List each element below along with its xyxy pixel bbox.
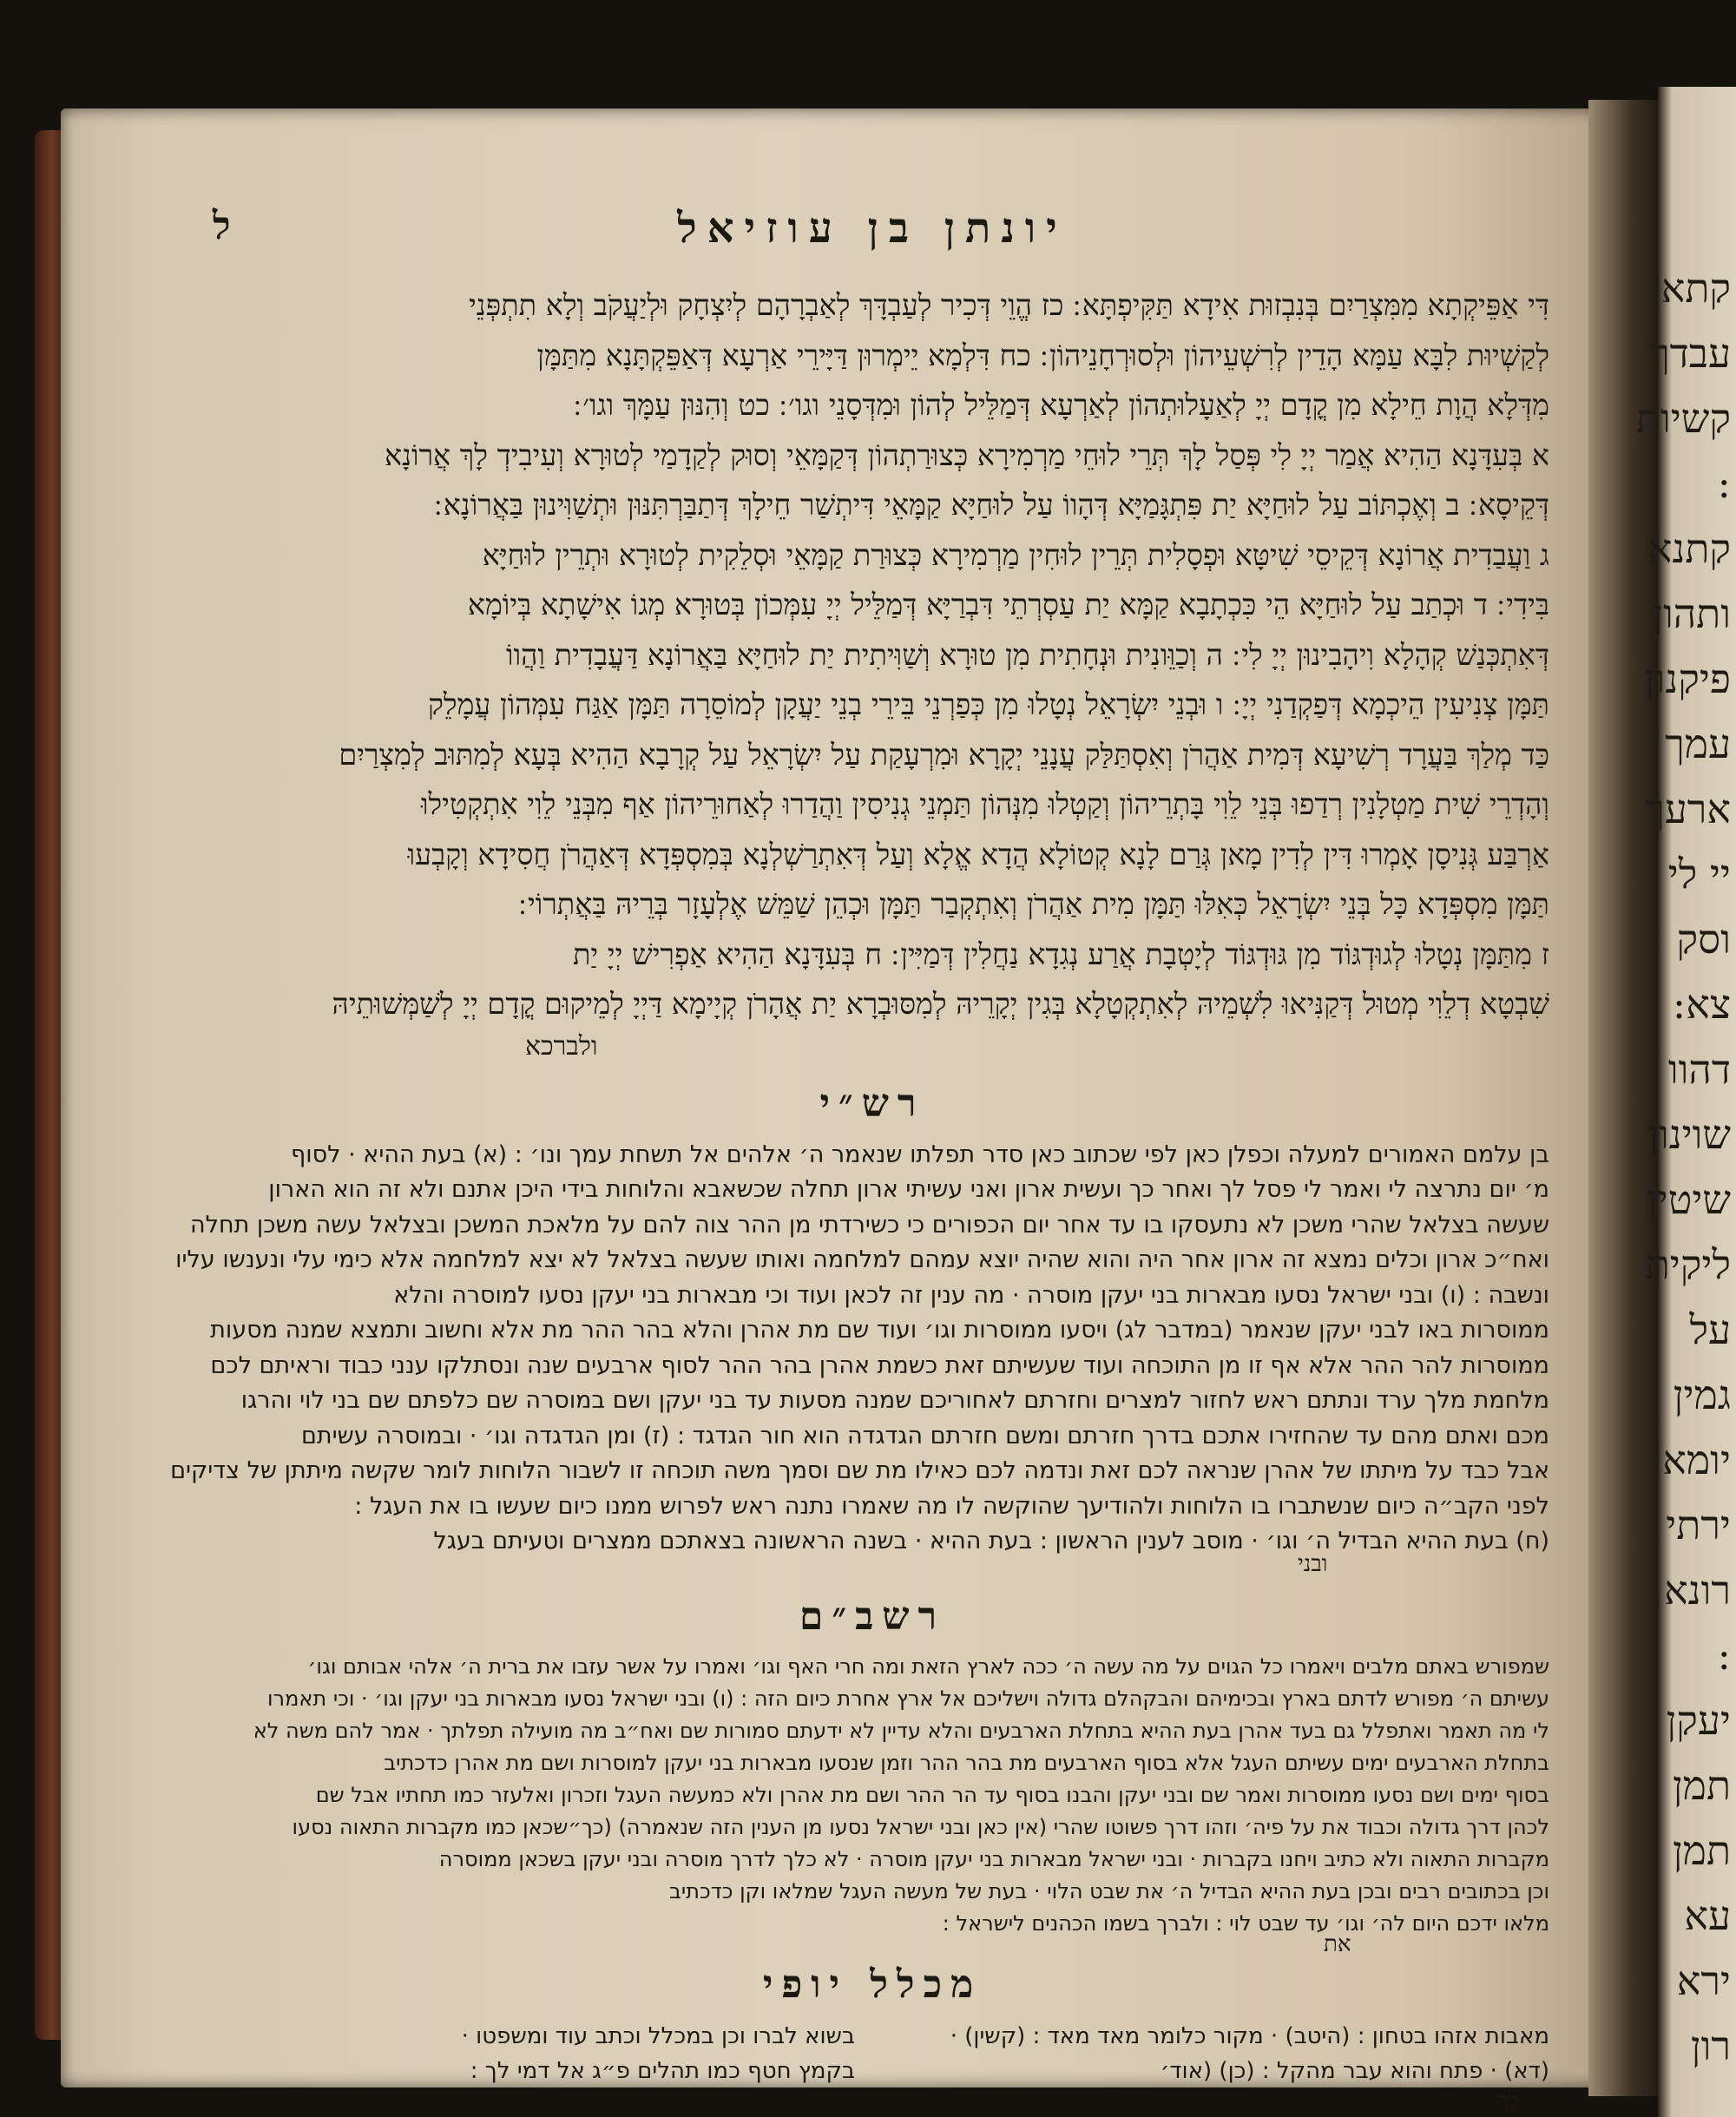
text-line: דְּקֵיסָא ׃ ב וְאֶכְתּוֹב עַל לוּחַיָּא יַת פִּתְגָּמַיָּא דְּהָווֹ עַל לוּחַיָּא קַמָּאֵי דִּיתְשַׁר חֵילָךְ דְּתַבַּרְתִּנּוּן וּתְשַׁוִּינוּן בַּאֲרוֹנָא ׃ [434, 488, 1549, 522]
folio-number: ל [213, 204, 231, 248]
text-fragment: גמין [1673, 1371, 1731, 1418]
commentary-line: שמפורש באתם מלבים ויאמרו כל הגוים על מה עשה ה׳ ככה לארץ הזאת ומה חרי האף וגו׳ ואמרו על אשר עזבו את ברית ה׳ אלהי אבותם וגו׳ [307, 1653, 1549, 1679]
commentary-line: מלחמת מלך ערד ונתתם ראש לחזור למצרים וחזרתם לאחוריכם שמנה מסעות עד בני יעקן ושם במוסרה שם כלפתם שם בני לוי והרגו [240, 1387, 1549, 1414]
text-line: דְּאִתְכְּנַשׁ קְהָלָא וִיהָבִינוּן יְיָ לִי ׃ ה וְכַוֵּונִית וּנְחָתִית מִן טוּרָא וְשַׁוִּיתִית יַת לוּחַיָּא בַּאֲרוֹנָא דַּעֲבָדִית וַהֲווֹ [506, 637, 1549, 672]
text-fragment: צא: [1672, 981, 1731, 1028]
text-line: תַּמָּן מִסְפְּדָא כָּל בְּנֵי יִשְׂרָאֵל כְּאִלּוּ תַּמָּן מִית אַהֲרֹן וְאִתְקְבַר תַּמָּן וּכְהֵן שַׁמֵּשׁ אֶלְעָזָר בְּרֵיהּ בַּאֲתְרוֹי ׃ [518, 887, 1549, 921]
commentary-line: מאבות אזהו בטחון : (היטב) · מקור כלומר מאד מאד : (קשין) · [950, 2022, 1549, 2049]
text-line: שִׁבְטָא דְלֵוִי מְטוּל דְּקַנִּיאוּ לִשְׁמֵיהּ לְאִתְקְטָלָא בְּגִין יְקָרֵיהּ לְמִסּוּבְרָא יַת אֲהָרֹן קְיָימָא דַּיְיָ לְמֵיקוּם קֳדָם יְיָ לְשַׁמְּשׁוּתֵיהּ [332, 987, 1549, 1021]
running-header [195, 204, 1549, 273]
text-fragment: תמן [1672, 1762, 1731, 1809]
text-fragment: יומא [1662, 1437, 1731, 1483]
commentary-line: בסוף ימים ושם נסעו ממוסרות ואמר שם ובני יעקן והבנו בסוף עד הר ההר ושם מת אהרן ולא כמעשה העגל וזכרון ואלעזר כמו תחתיו אבל שם [315, 1782, 1549, 1807]
text-fragment: קתא [1660, 265, 1731, 312]
commentary-line: בתחלת הארבעים ימים עשיתם העגל אלא בסוף הארבעים מת בהר ההר וזמן שנסעו מבארות בני יעקן למוסרות ושם מת אהרן כדכתיב [384, 1750, 1549, 1775]
commentary-line: לי מה תאמר ואתפלל גם בעד אהרן בעת ההיא בתחלת הארבעים והלא עדיין לא ידעתם סמורות שם ואח״ב מה מועילה תפלתך · אמר להם משה לא [253, 1718, 1549, 1743]
text-fragment: על [1689, 1306, 1731, 1353]
text-fragment: וסק [1676, 916, 1731, 963]
text-fragment: רונא [1664, 1567, 1731, 1614]
text-line: ג וַעֲבַדִית אֲרוֹנָא דְּקֵיסֵי שִׁיטָּא וּפְסָלִית תְּרֵין לוּחִין מַרְמִירָא כְּצוּרַת קַמָּאֵי וּסְלֵקִית לְטוּרָא וּתְרֵין לוּחַיָּא [482, 537, 1549, 572]
commentary-line: ואח״כ ארון וכלים נמצא זה ארון אחר היה והוא שהיה יוצא עמהם למלחמה ואותו שעשה בצלאל לא יצא למלחמה אלא כימי עלי ונענשו עליו [175, 1246, 1549, 1273]
michlol-yofi-commentary [195, 2019, 1549, 2088]
commentary-line: בשוא לברו וכן במכלל וכתב עוד ומשפטו · [461, 2022, 855, 2049]
rashi-catchword: ובני [1298, 1550, 1328, 1577]
commentary-line: לפני הקב״ה כיום שנשתברו בו הלוחות ולהודיעך שהוקשה לו מה שאמרו נתנה ראש לפרוש ממנו כיום שעשו בו את העגל : [354, 1492, 1549, 1520]
page-title: יונתן בן עוזיאל [677, 204, 1068, 253]
text-line: דִּי אַפֵּיקְתָא מִמִּצְרַיִם בְּנִבְזוּת אִידָא תַּקִּיפְתָּא ׃ כז הֱוֵי דְּכִיר לְעַבְדָּךְ לְאַבְרָהָם לְיִצְחָק וּלְיַעֲקֹב וְלָא תִתְפְּנֵי [469, 288, 1549, 322]
text-fragment: דהוו [1667, 1046, 1731, 1093]
text-line: תַּמָּן צְנִיעִין הֵיכְמָא דְּפַקְדַנִי יְיָ ׃ ו וּבְנֵי יִשְׂרָאֵל נְטָלוּ מִן כְּפַרְנֵי בֵּירֵי בְנֵי יַעֲקָן לְמוֹסֵרָה תַּמָּן אַגַּח עִמְּהוֹן עֲמָלֵק [427, 687, 1549, 721]
commentary-line: ממוסרות באו לבני יעקן שנאמר (במדבר לג) ויסעו ממוסרות וגו׳ ועוד שם מת אהרן והלא בהר ההר מת אלא וחשוב ותמצא שמנה מסעות [210, 1317, 1549, 1344]
commentary-line: (ח) בעת ההיא הבדיל ה׳ וגו׳ · מוסב לענין הראשון : בעת ההיא · בשנה הראשונה בצאתכם ממצרים וטעיתם בעגל [433, 1528, 1549, 1555]
rashi-title: רש״י [819, 1081, 925, 1126]
text-line: מִדְּלָא הֲוָת חֵילָא מִן קֳדָם יְיָ לְאַעָלוּתְהוֹן לְאַרְעָא דְּמַלֵּיל לְהוֹן וּמִדְּסָנֵי וגו׳ ׃ כט וְהִנּוּן עַמָּךְ וגו׳ ׃ [573, 388, 1549, 422]
text-fragment: עא [1684, 1892, 1731, 1939]
commentary-line: אבל כבד על מיתתו של אהרן שנראה לכם זאת ונדמה לכם כאילו מת שם וסמך משה תוכחה זו לשבור הלוחות לומר שקשה מיתתן של צדיקים [170, 1457, 1549, 1484]
commentary-line: וכן בכתובים רבים ובכן בעת ההיא הבדיל ה׳ את שבט הלוי · בעת של מעשה העגל שמלאו וקן כדכתיב [668, 1878, 1549, 1903]
text-fragment: קתנא [1647, 525, 1731, 572]
page-content [170, 204, 1549, 2114]
text-fragment: עבדך [1650, 330, 1731, 377]
commentary-line: מ׳ יום נתרצה לי ואמר לי פסל לך ואחר כך ועשית ארון ואני עשיתי ארון תחלה שכשאבא והלוחות בידי היכן אתנם ולא זה הוא הארון [268, 1176, 1549, 1203]
commentary-line: שעשה בצלאל שהרי משכן לא נתעסקו בו עד אחר יום הכפורים כי כשירדתי מן ההר צוה להם על מלאכת המשכן ובצלאל עשה משכן תחלה [189, 1211, 1549, 1239]
text-fragment: עמך [1665, 720, 1731, 767]
text-fragment: ארעך [1645, 786, 1731, 832]
michlol-catchword: לך [1497, 2087, 1519, 2114]
text-fragment: ותהון [1653, 590, 1731, 637]
commentary-line: עשיתם ה׳ מפורש לדתם בארץ ובכימיהם והבקהלם גדולה וישליכם אל ארץ אחרת כיום הזה : (ו) ובני ישראל נסעו מבארות בני יעקן וגו׳ · וכי תאמרו [266, 1686, 1549, 1711]
commentary-line: ונשבה : (ו) ובני ישראל נסעו מבארות בני יעקן מוסרה · מה ענין זה לכאן ועוד וכי מבארות בני יעקן נסעו למוסרה והלא [393, 1281, 1549, 1309]
text-fragment: : [1717, 460, 1731, 507]
text-fragment: פיקנון [1644, 655, 1731, 702]
rashi-commentary [170, 1138, 1549, 1560]
catchword: ולברכא [525, 1030, 598, 1062]
commentary-line: לכהן דרך גדולה וכבוד את על פיה׳ וזהו דרך פשוטו שהרי (אין כאן ובני ישראל נסעו מן הענין הזה שנאמרה) (כך״שכאן כמו מקברות התאוה נסעו [292, 1814, 1549, 1839]
text-fragment: ליקית [1645, 1241, 1731, 1288]
text-line: א בְּעִדָּנָא הַהִיא אֲמַר יְיָ לִי פְּסַל לָךְ תְּרֵי לוּחֵי מַרְמִירָא כְּצוּרַתְהוֹן דְּקַמָּאֵי וְסוּק לְקַדָמַי לְטוּרָא וְעִיבִידְ לָךְ אֲרוֹנָא [385, 437, 1549, 472]
rashbam-catchword: את [1324, 1930, 1351, 1957]
text-fragment: שוינון [1648, 1111, 1731, 1158]
text-line: אַרְבַּע גְּנִיסָן אָמְרוּ דִּין לְדִין מָאן גְּרַם לָנָא קְטוֹלָא הֲדָא אֱלָא וְעַל דְּאִתְרַשְׁלְנָא בְּמִסְפְּדָא דְּאַהֲרֹן חֲסִידָא וְקָבְעוּ [407, 837, 1549, 871]
commentary-line: (דא) · פתח והוא עבר מהקל : (כן) (אוד׳ [1160, 2057, 1549, 2084]
commentary-line: מכם ואתם מהם עד שהחזירו אתכם בדרך חזרתם ומשם חזרתם הגדגדה הוא חור הגדגד : (ז) ומן הגדגדה וגו׳ · ובמוסרה עשיתם [300, 1422, 1549, 1450]
commentary-line: ממוסרות להר ההר אלא אף זו מן התוכחה ועוד שעשיתם זאת כשמת אהרן בהר ההר לסוף ארבעים שנה ונסתלקו ענני כבוד וראיתם לכם [210, 1351, 1549, 1379]
text-fragment: ירתי [1666, 1502, 1731, 1548]
michlol-title: מכלל יופי [762, 1962, 983, 2007]
michlol-left-column [195, 2019, 855, 2088]
text-fragment: יי לי [1667, 851, 1731, 897]
text-line: וְהָדְרֵי שִׁית מַטְלָנִין רְדַפוּ בְּנֵי לֵוִי בָּתְרֵיהוֹן וְקַטְלוּ מִנְּהוֹן תַּמְנֵי גְנִיסִין וַהֲדַרוּ לְאַחוּרֵיהוֹן אַף מִבְּנֵי לֵוִי אִתְקְטִילוּ [420, 787, 1549, 821]
text-line: בִּידִי ׃ ד וּכְתַב עַל לוּחַיָּא הֵי כִּכְתָבָא קַמָּא יַת עַסְרְתֵי דִּבְרַיָּא דְּמַלֵּיל יְיָ עִמְּכוֹן בְּטוּרָא מְגוֹ אִישָׁתָא בְּיוֹמָא [467, 588, 1549, 621]
text-fragment: יעקן [1666, 1697, 1731, 1744]
commentary-line: בן עלמם האמורים למעלה וכפלן כאן לפי שכתוב כאן סדר תפלתו שנאמר ה׳ אלהים אל תשחת עמך ונו׳ : (א) בעת ההיא · לסוף [291, 1141, 1549, 1168]
text-fragment: רון [1690, 2022, 1731, 2069]
text-fragment: ירא [1676, 1957, 1731, 2004]
michlol-right-column [890, 2019, 1549, 2088]
text-line: כַּד מְלַךְ בַּעֲרָד רְשִׁיעָא דְּמִית אַהֲרֹן וְאִסְתַּלַּק עֲנָנֵי יְקָרָא וּמִרְעָקַת עַל יִשְׂרָאֵל עַל קְרָבָא הַהִיא בְּעָא לְמִתּוּב לְמִצְרַיִם [339, 737, 1549, 772]
targum-main-text [195, 280, 1549, 1029]
rashbam-title: רשב״ם [799, 1594, 946, 1639]
text-fragment: קשיות [1635, 395, 1731, 442]
text-fragment: שיטין [1647, 1176, 1731, 1223]
commentary-line: מקברות התאוה ולא כתיב ויחנו בקברות · ובני ישראל מבארות בני יעקן מוסרה · לא כלך לדרך מוסרה ובני יעקן בשכאן ממוסרה [438, 1846, 1549, 1871]
text-fragment: תמן [1672, 1827, 1731, 1874]
commentary-line: מלאו ידכם היום לה׳ וגו׳ עד שבט לוי : ולברך בשמו הכהנים לישראל : [942, 1910, 1549, 1936]
text-line: ז מִתַּמָּן נְטָלוּ לְגוּדְגּוֹד מִן גּוּדְגּוֹד לְיָטְבָת אֲרַע נְגִדָא נַחֲלִין דְּמַיִּין ׃ ח בְּעִדָּנָא הַהִיא אַפְרִישׁ יְיָ יַת [572, 937, 1549, 971]
next-page-edge [1635, 87, 1736, 2117]
rashbam-commentary [195, 1651, 1549, 1940]
next-page-text [1635, 256, 1736, 2079]
text-fragment: : [1717, 1632, 1731, 1679]
text-line: לְקַשְׁיוּת לִבָּא עַמָּא הָדֵין לְרִשְׁעֵיהוֹן וּלְסוּרְחָנֵיהוֹן ׃ כח דִּלְמָא יֵימְרוּן דַּיָּירֵי אַרְעָא דְּאַפֵּקְתָּנָא מִתַּמָּן [536, 338, 1549, 372]
commentary-line: בקמץ חטף כמו תהלים פ״ג אל דמי לך : [470, 2057, 855, 2084]
